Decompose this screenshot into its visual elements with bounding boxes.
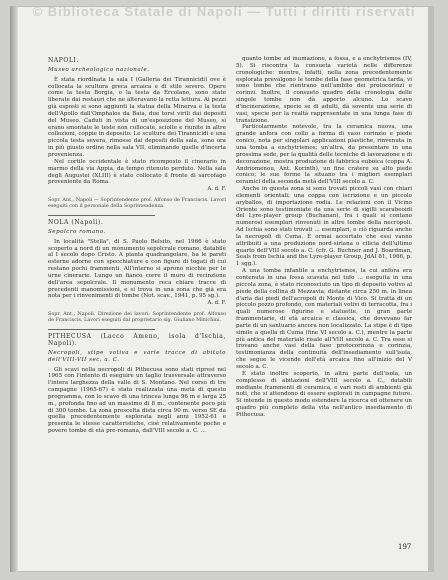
adjacent-page-edge	[428, 6, 434, 572]
section-subheading-museo: Museo archeologico nazionale.	[48, 66, 150, 73]
paragraph: quanto tombe ad inumazione, a fossa, e a enchytrismos (IV, 5). Si riscontra la consueta varietà nelle differenze cronologiche: mentre, infatti, nella zona precedentemente esplorata prevalgono le tombe della fase geometrica tarda, vi sono tombe che rientrano nell'ambito dei protocorinzi e corinzi. Inoltre, il consueto quadro della cronologia delle singole tombe non dà apporto alcuno. Lo scavo d'incinerazione, specie se di adulti, dà sovente una serie di vasi, specie per la realtà rappresentate in una lunga fase di transizione.	[236, 56, 412, 124]
author-initials: A. d. F.	[207, 186, 226, 193]
paragraph: In località "Stella", di S. Paolo Belsito, nel 1966 è stato scoperto a nord di un monumento sepolcrale romano, databile al I secolo dopo Cristo. A pianta quadrangolare, ha le pareti esterne adorne con specchiature e con figure di togati di cui restano pochi frammenti. All'interno si aprono nicchie per le urne cinerarie. Lungo un fianco corre il muro di recinzione dell'area sepolcrale. Il monumento reca chiare tracce di precedenti manomissioni, e si trova in una zona che già era nota per i rinvenimenti di tombe (Not. scav., 1941, p. 95 sg.).	[48, 238, 226, 300]
section-subheading-sepolcro: Sepolcro romano.	[48, 228, 106, 235]
right-text-column	[236, 56, 412, 419]
left-text-column	[48, 58, 226, 435]
section-divider	[48, 215, 155, 216]
paragraph: Nel cortile occidentale è stato ricomposto il cinerario in marmo della via Appia, da tempo ritenuto perduto. Nella sala degli Augustei (XLIII) è stato collocato il fronte di sarcofago proveniente da Roma.	[48, 158, 226, 186]
paragraph: A una tomba infantile a enchytrismos, la cui anfora era contenuta in una fossa scavata nel tufo ... eseguita in una piccola zona, è stato riconosciuto un tipo di deposito votivo al piede della collina di Mezzavia, distante circa 250 m. in linea d'aria dai piedi dell'acropoli di Monte di Vico. Si tratta di un piccolo pozzo profondo, con materiali votivi di terracotta, fra i quali numerose figurine e statuette, in gran parte frammentarie, di età arcaica e classica, che dovevano far parte di un santuario ancora non localizzato. La stipe è di tipo simile a quella di Cuma (fine VI secolo a. C.), mentre la parte più antica del materiale risale all'VIII secolo a. C. Tra esse si trovano anche vasi della fase protocorinzia e corinzia, testimonianza della continuità dell'insediamento sull'isola, che segue le vicende dell'età arcaica fino all'inizio del V secolo a. C.	[236, 268, 412, 370]
page-number: 197	[398, 543, 412, 551]
section-heading-napoli: NAPOLI.	[48, 57, 80, 64]
paragraph: Anche in questa zona si sono trovati piccoli vasi con chiari elementi orientali; una coppa con iscrizione e un piccolo aryballos, di importazione rodia. Le relazioni con il Vicino Oriente sono testimoniate da una serie di sigilli scarabeoidi del Lyre-player group (Buchanan), fra i quali si contano numerosi esemplari rinvenuti in altre tombe della necropoli. Ad Ischia sono stati trovati ... esemplari, e ciò riguarda anche la necropoli di Cuma. È ormai accertato che essi vanno attribuiti a una produzione nord-siriana o cilicia dell'ultimo quarto dell'VIII secolo a. C. (cfr. G. Buchner and J. Boardman, Seals from Ischia and the Lyre-player Group, JdAI 81, 1966, p. 1 sgg.).	[236, 186, 412, 268]
footnote: Sopr. Ant., Napoli — Soprintendente prof. Alfonso de Franciscis. Lavori eseguiti con il personale della Soprintendenza.	[48, 197, 226, 210]
library-watermark: © Biblioteca Statale di Napoli — Tutti i diritti riservati	[32, 4, 416, 19]
section-subheading-necropoli: Necropoli, stipe votiva e varie tracce di abitato dell'VIII-VII sec. a. C.	[48, 349, 226, 363]
section-heading-pithecusa: PITHECUSA (Lacco Ameno, isola d'Ischia, Napoli).	[48, 333, 226, 347]
section-heading-nola: NOLA (Napoli).	[48, 219, 104, 227]
footnote: Sopr. Ant., Napoli. Direzione dei lavori: Soprintendente prof. Alfonso de Franciscis. Lavori eseguiti dal proprietario sig. Giuliano Minichini.	[48, 311, 226, 324]
paragraph: È stata riordinata la sala I (Galleria dei Tirannicidi) ove è collocata la scultura greca arcaica e di stile severo. Opere come la testa Borgia, o la testa da Ercolano, sono state liberate dai restauri che ne alteravano la retta lettura. Ai pezzi già esposti si sono aggiunti la statua della Minerva e la testa dell'Apollo dall'Omphalos da Baia, due torsi virili dai depositi del Museo. Caduti in vista di un'esposizione del Museo, si erano smontate le teste non collocate, sciolte e riunite in altre collezioni, coppie in deposito. Le sculture dei Tirannicidi e una piccola testa severa, rimosse dai depositi della sala, sono ora in più giusto ordine nella sala VII, eliminando quelle d'incerta provenienza.	[48, 76, 226, 158]
author-initials: A. d. F.	[207, 300, 226, 307]
section-divider	[48, 329, 155, 330]
paragraph: Particolarmente notevole, tra la ceramica nuova, una grande anfora con collo a forma di vaso corinzio e piede conico, nota per singolari applicazioni plastiche, rinvenuta in una tomba a enchytrismos; un'altra, da presentare in una prossima sede, per la qualità delle tecniche di lavorazione e di decorazione, mostra produzione di fabbrica euboica (coppa A. Andriomenou, Ant. Korinth), un fine cratere su alto piede conico; le sue forme la situano tra i migliori esemplari ceramici della seconda metà dell'VIII secolo a. C.	[236, 124, 412, 186]
page-gutter-shadow	[10, 6, 18, 572]
paragraph: Gli scavi nella necropoli di Pithecusa sono stati ripresi nel 1965 con l'intento di eseguire un taglio trasversale attraverso l'intera larghezza della valle di S. Montano. Nel corso di tre campagne (1965-67) è stata realizzata una metà di questo programma, con lo scavo di una trincea lunga 96 m e larga 25 m., profonda fino ad un massimo di 8 m., contenente poco più di 300 tombe. La zona prescelta dista circa 90 m. verso SE da quella precedentemente esplorata negli anni 1952-61 e presenta le stesse caratteristiche, cioè relativamente poche e povere tombe di età pre-romana, dall'VIII secolo a. C. ...	[48, 366, 226, 435]
paragraph: È stato inoltre scoperto, in altra parte dell'isola, un complesso di abitazioni dell'VIII secolo a. C., databili mediante frammenti di ceramica, e vari resti di ambienti già noti, che si attendono di essere esplorati in campagne future. Si intende in questo modo estendere la ricerca ed ottenere un quadro più completo della vita nell'antico insediamento di Pithecusa.	[236, 370, 412, 418]
